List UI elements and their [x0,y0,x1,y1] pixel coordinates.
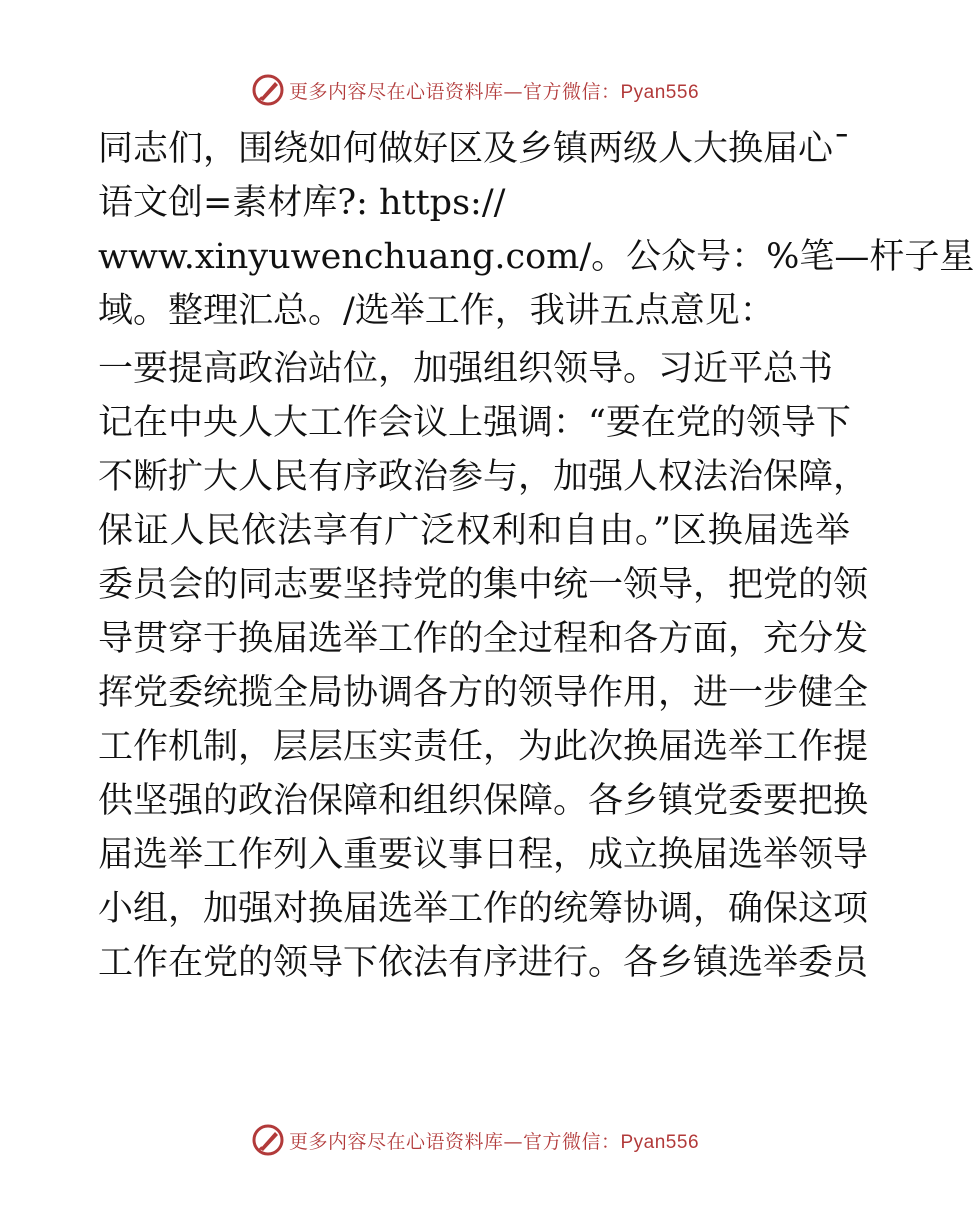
footer-banner-account: Pyan556 [620,1131,700,1153]
header-banner-text: 更多内容尽在心语资料库—官方微信：Pyan556 [288,80,700,103]
paragraph-2-line: 工作机制，层层压实责任，为此次换届选举工作提 [98,727,869,767]
paragraph-2-line: 小组，加强对换届选举工作的统筹协调，确保这项 [98,889,869,929]
document-body [98,122,974,990]
footer-banner-text: 更多内容尽在心语资料库—官方微信：Pyan556 [288,1130,700,1153]
quill-logo-icon [251,73,285,107]
footer-banner [0,1120,950,1160]
paragraph-1-line-2: 语文创=素材库?: https:// [98,183,506,223]
paragraph-2-line: 挥党委统揽全局协调各方的领导作用，进一步健全 [98,673,869,713]
header-banner-account: Pyan556 [620,81,700,103]
paragraph-2 [98,342,869,990]
paragraph-2-line: 委员会的同志要坚持党的集中统一领导，把党的领 [98,565,869,605]
paragraph-2-line: 一要提高政治站位，加强组织领导。习近平总书 [98,349,834,389]
paragraph-2-line: 工作在党的领导下依法有序进行。各乡镇选举委员 [98,943,869,983]
paragraph-1-line-1: 同志们，围绕如何做好区及乡镇两级人大换届心¯ [98,129,851,169]
paragraph-2-line: 导贯穿于换届选举工作的全过程和各方面，充分发 [98,619,869,659]
paragraph-1-line-3: www.xinyuwenchuang.com/。公众号：%笔—杆子星 [98,237,974,277]
header-banner [0,70,950,110]
paragraph-1 [98,122,974,338]
paragraph-1-line-4: 域。整理汇总。/选举工作，我讲五点意见： [98,291,775,331]
paragraph-2-line: 保证人民依法享有广泛权利和自由。”区换届选举 [98,511,850,551]
paragraph-2-line: 供坚强的政治保障和组织保障。各乡镇党委要把换 [98,781,869,821]
quill-logo-icon [251,1123,285,1157]
paragraph-2-line: 记在中央人大工作会议上强调：“要在党的领导下 [98,403,851,443]
paragraph-2-line: 不断扩大人民有序政治参与，加强人权法治保障， [98,457,869,497]
paragraph-2-line: 届选举工作列入重要议事日程，成立换届选举领导 [98,835,869,875]
